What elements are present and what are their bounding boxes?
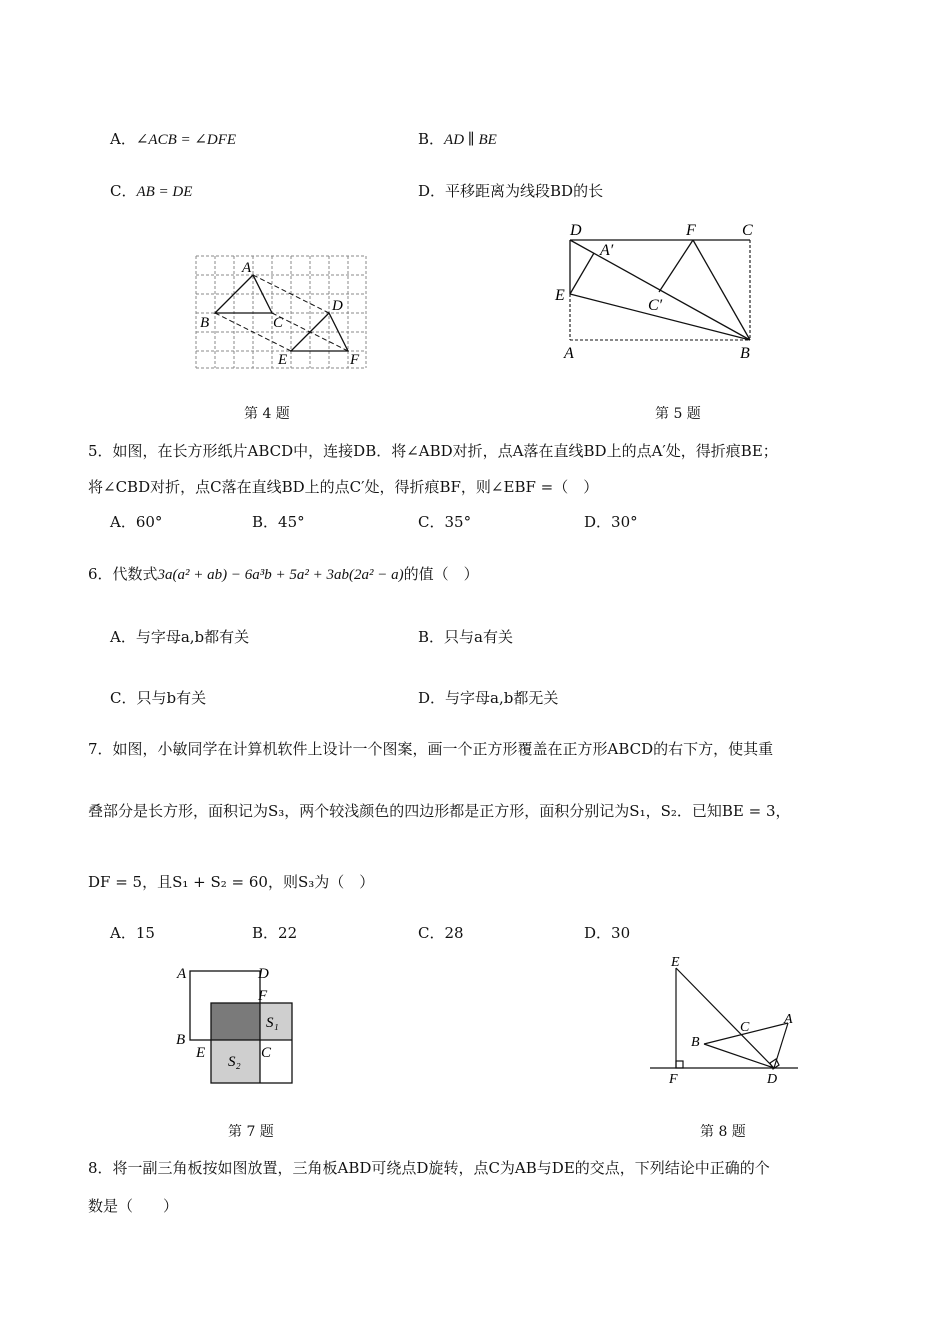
q4-option-d [418,180,603,201]
figure-5-caption: 第 5 题 [655,406,701,422]
option-text: AB = DE [136,184,193,200]
option-letter: A． [110,130,136,148]
q6-prefix: 6．代数式 [88,565,158,583]
option-text: ∠ACB = ∠DFE [135,132,237,148]
label-d: D [570,222,582,239]
label-a-prime: A′ [600,242,614,259]
folds [570,240,750,340]
q5-option-c: C．35° [418,513,472,531]
option-text: 平移距离为线段BD的长 [445,182,604,200]
label-s1: S₁ [266,1015,279,1031]
label-a: A [242,260,252,276]
label-s2: S₂ [228,1054,241,1070]
q7-option-b: B．22 [252,924,298,942]
q7-option-c: C．28 [418,924,464,942]
q6-option-b: B．只与a有关 [418,628,513,646]
triangles [650,968,798,1069]
label-c: C [273,315,284,331]
q7-stem-line1: 7．如图，小敏同学在计算机软件上设计一个图案，画一个正方形覆盖在正方形ABCD的右下方，使其重 [88,740,774,758]
figure-4 [190,252,375,377]
label-b: B [691,1035,700,1050]
label-e: E [555,287,565,304]
label-d: D [258,966,269,982]
figure-4-caption: 第 4 题 [244,406,290,422]
label-e: E [278,352,288,368]
q6-option-d: D．与字母a,b都无关 [418,689,559,707]
q4-option-c [110,180,192,201]
label-a: A [564,345,574,362]
figure-7-caption: 第 7 题 [228,1124,274,1140]
q6-option-a: A．与字母a,b都有关 [110,628,250,646]
label-d: D [332,298,343,314]
option-letter: C． [110,182,137,200]
label-e: E [196,1045,206,1061]
q6-expression: 3a(a² + ab) − 6a³b + 5a² + 3ab(2a² − a) [157,567,404,583]
label-c: C [742,222,753,239]
q4-option-b [418,128,497,149]
label-a: A [784,1012,793,1027]
label-f: F [258,988,268,1004]
q6-option-c: C．只与b有关 [110,689,207,707]
label-d: D [767,1072,778,1087]
option-text: AD ∥ BE [444,132,497,148]
label-c: C [261,1045,272,1061]
label-f: F [686,222,696,239]
q5-option-a: A．60° [110,513,163,531]
label-a: A [177,966,187,982]
label-f: F [350,352,360,368]
label-b: B [200,315,210,331]
q5-stem-line2: 将∠CBD对折，点C落在直线BD上的点C′处，得折痕BF，则∠EBF =（ ） [88,478,599,496]
label-b: B [176,1032,186,1048]
q4-option-a [110,128,236,149]
q7-option-d: D．30 [584,924,631,942]
label-b: B [740,345,750,362]
option-letter: B． [418,130,445,148]
q6-stem [88,563,479,584]
q7-stem-line3: DF = 5，且S₁ + S₂ = 60，则S₃为（ ） [88,873,375,891]
option-letter: D． [418,182,446,200]
region-s3 [211,1003,260,1040]
q5-option-b: B．45° [252,513,305,531]
label-f: F [669,1072,678,1087]
q6-suffix: 的值（ ） [403,565,479,583]
figure-8 [640,950,810,1090]
figure-8-caption: 第 8 题 [700,1124,746,1140]
q8-stem-line2: 数是（ ） [88,1197,179,1215]
label-e: E [671,955,680,970]
q5-stem-line1: 5．如图，在长方形纸片ABCD中，连接DB．将∠ABD对折，点A落在直线BD上的点A′处，得折痕BE； [88,442,778,460]
q8-stem-line1: 8．将一副三角板按如图放置，三角板ABD可绕点D旋转，点C为AB与DE的交点，下列结论中正确的个 [88,1159,770,1177]
label-c: C [740,1020,750,1035]
figure-5 [550,218,760,363]
q7-option-a: A．15 [110,924,155,942]
figure-7 [170,960,300,1088]
q5-option-d: D．30° [584,513,638,531]
q7-stem-line2: 叠部分是长方形，面积记为S₃，两个较浅颜色的四边形都是正方形，面积分别记为S₁，S₂．已知BE = 3， [88,802,791,820]
label-c-prime: C′ [648,297,663,314]
